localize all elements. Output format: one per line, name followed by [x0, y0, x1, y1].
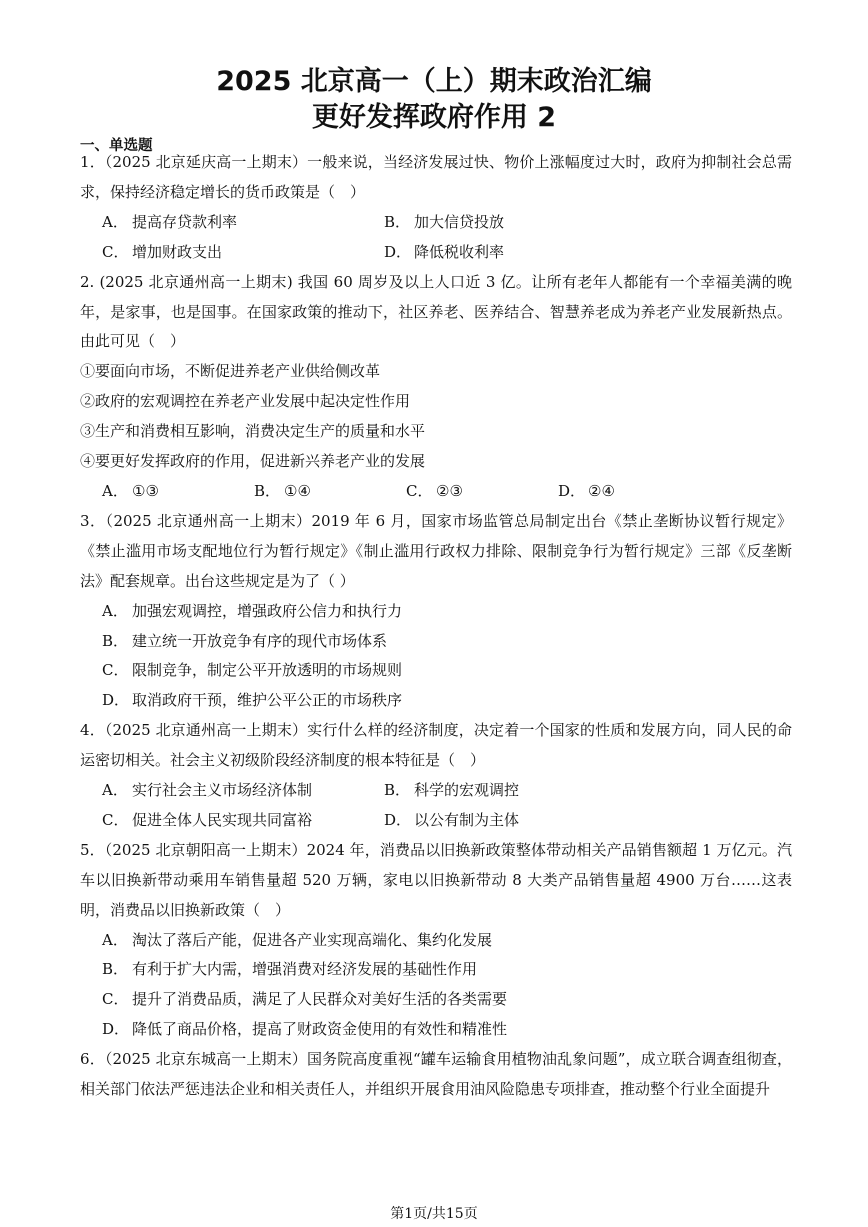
question-2	[80, 268, 792, 507]
option-text: 提升了消费品质，满足了人民群众对美好生活的各类需要	[132, 990, 508, 1009]
option-key: D．	[384, 242, 412, 261]
option-a	[102, 597, 792, 627]
option-text: ①④	[284, 481, 311, 500]
statement-1: ①要面向市场，不断促进养老产业供给侧改革	[80, 362, 381, 381]
option-c	[102, 656, 792, 686]
option-c	[102, 985, 792, 1015]
option-text: 取消政府干预，维护公平公正的市场秩序	[132, 691, 403, 710]
option-key: C．	[102, 242, 129, 261]
option-key: C．	[102, 990, 129, 1009]
question-stem: 4．（2025 北京通州高一上期末）实行什么样的经济制度，决定着一个国家的性质和发展方向，同人民的命运密切相关。社会主义初级阶段经济制度的根本特征是（ ）	[80, 721, 792, 770]
question-1	[80, 148, 792, 268]
document-subtitle: 更好发挥政府作用 2	[311, 102, 557, 133]
option-text: 有利于扩大内需，增强消费对经济发展的基础性作用	[132, 960, 478, 979]
option-key: B．	[102, 631, 129, 650]
option-key: A．	[102, 601, 128, 620]
option-text: 以公有制为主体	[414, 810, 520, 829]
section-heading: 一、单选题	[80, 138, 153, 154]
options	[80, 477, 792, 507]
question-5	[80, 836, 792, 1045]
question-stem: 3．（2025 北京通州高一上期末）2019 年 6 月，国家市场监管总局制定出台《禁止垄断协议暂行规定》《禁止滥用市场支配地位行为暂行规定》《制止滥用行政权力排除、限制竞争行为暂行规定》三部《反垄断法》配套规章。出台这些规定是为了（ ）	[80, 511, 792, 590]
option-a	[102, 477, 254, 507]
option-d	[102, 1015, 792, 1045]
option-d	[102, 686, 792, 716]
option-text: 淘汰了落后产能，促进各产业实现高端化、集约化发展	[132, 930, 493, 949]
option-text: 加强宏观调控，增强政府公信力和执行力	[132, 601, 403, 620]
option-text: 科学的宏观调控	[414, 781, 520, 800]
option-text: 降低了商品价格，提高了财政资金使用的有效性和精准性	[132, 1020, 508, 1039]
question-stem: 1．（2025 北京延庆高一上期末）一般来说，当经济发展过快、物价上涨幅度过大时，政府为抑制社会总需求，保持经济稳定增长的货币政策是（ ）	[80, 153, 792, 201]
option-key: B．	[384, 212, 411, 231]
statement-4: ④要更好发挥政府的作用，促进新兴养老产业的发展	[80, 452, 426, 471]
option-b	[254, 477, 406, 507]
option-text: 促进全体人民实现共同富裕	[132, 810, 313, 829]
option-text: 限制竞争，制定公平开放透明的市场规则	[132, 661, 403, 680]
option-a	[102, 776, 384, 806]
option-text: 加大信贷投放	[414, 212, 505, 231]
question-stem: 5．（2025 北京朝阳高一上期末）2024 年，消费品以旧换新政策整体带动相关产品销售额超 1 万亿元。汽车以旧换新带动乘用车销售量超 520 万辆，家电以旧换新带动 8 大类产品销售量超 4900 万台……这表明，消费品以旧换新政策（ ）	[80, 840, 792, 919]
statement-3: ③生产和消费相互影响，消费决定生产的质量和水平	[80, 422, 426, 441]
option-key: D．	[558, 481, 586, 500]
option-key: A．	[102, 481, 128, 500]
option-key: B．	[384, 781, 411, 800]
question-6	[80, 1045, 792, 1105]
question-stem: 2. (2025 北京通州高一上期末) 我国 60 周岁及以上人口近 3 亿。让所有老年人都能有一个幸福美满的晚年，是家事，也是国事。在国家政策的推动下，社区养老、医养结合、智慧养老成为养老产业发展新热点。由此可见（ ）	[80, 272, 792, 351]
options	[80, 926, 792, 1046]
options	[80, 776, 792, 836]
option-b	[102, 627, 792, 657]
question-3	[80, 507, 792, 716]
question-4	[80, 716, 792, 836]
option-key: B．	[102, 960, 129, 979]
option-key: A．	[102, 212, 128, 231]
option-text: ②③	[436, 481, 463, 500]
option-a	[102, 208, 384, 238]
statement-2: ②政府的宏观调控在养老产业发展中起决定性作用	[80, 392, 411, 411]
option-key: B．	[254, 481, 281, 500]
option-text: 降低税收利率	[414, 242, 505, 261]
question-stem: 6．（2025 北京东城高一上期末）国务院高度重视“罐车运输食用植物油乱象问题”，成立联合调查组彻查，相关部门依法严惩违法企业和相关责任人，并组织开展食用油风险隐患专项排查，推动整个行业全面提升	[80, 1050, 792, 1099]
option-c	[102, 238, 384, 268]
option-text: 实行社会主义市场经济体制	[132, 781, 313, 800]
option-key: C．	[102, 661, 129, 680]
option-text: 建立统一开放竞争有序的现代市场体系	[132, 631, 388, 650]
option-text: ①③	[132, 481, 159, 500]
option-d	[384, 806, 666, 836]
option-b	[384, 208, 666, 238]
option-d	[384, 238, 666, 268]
question-list	[80, 148, 792, 1105]
option-b	[102, 955, 792, 985]
option-key: A．	[102, 781, 128, 800]
document-title: 2025 北京高一（上）期末政治汇编	[216, 66, 652, 97]
option-text: 提高存贷款利率	[132, 212, 238, 231]
option-key: C．	[406, 481, 433, 500]
option-d	[558, 477, 710, 507]
option-a	[102, 926, 792, 956]
option-text: 增加财政支出	[132, 242, 223, 261]
option-key: D．	[102, 691, 130, 710]
option-key: D．	[384, 810, 412, 829]
option-text: ②④	[588, 481, 615, 500]
option-key: D．	[102, 1020, 130, 1039]
option-c	[406, 477, 558, 507]
option-b	[384, 776, 666, 806]
page-number: 第1页/共15页	[390, 1206, 478, 1222]
option-c	[102, 806, 384, 836]
option-key: C．	[102, 810, 129, 829]
option-key: A．	[102, 930, 128, 949]
options	[80, 597, 792, 717]
options	[80, 208, 792, 268]
